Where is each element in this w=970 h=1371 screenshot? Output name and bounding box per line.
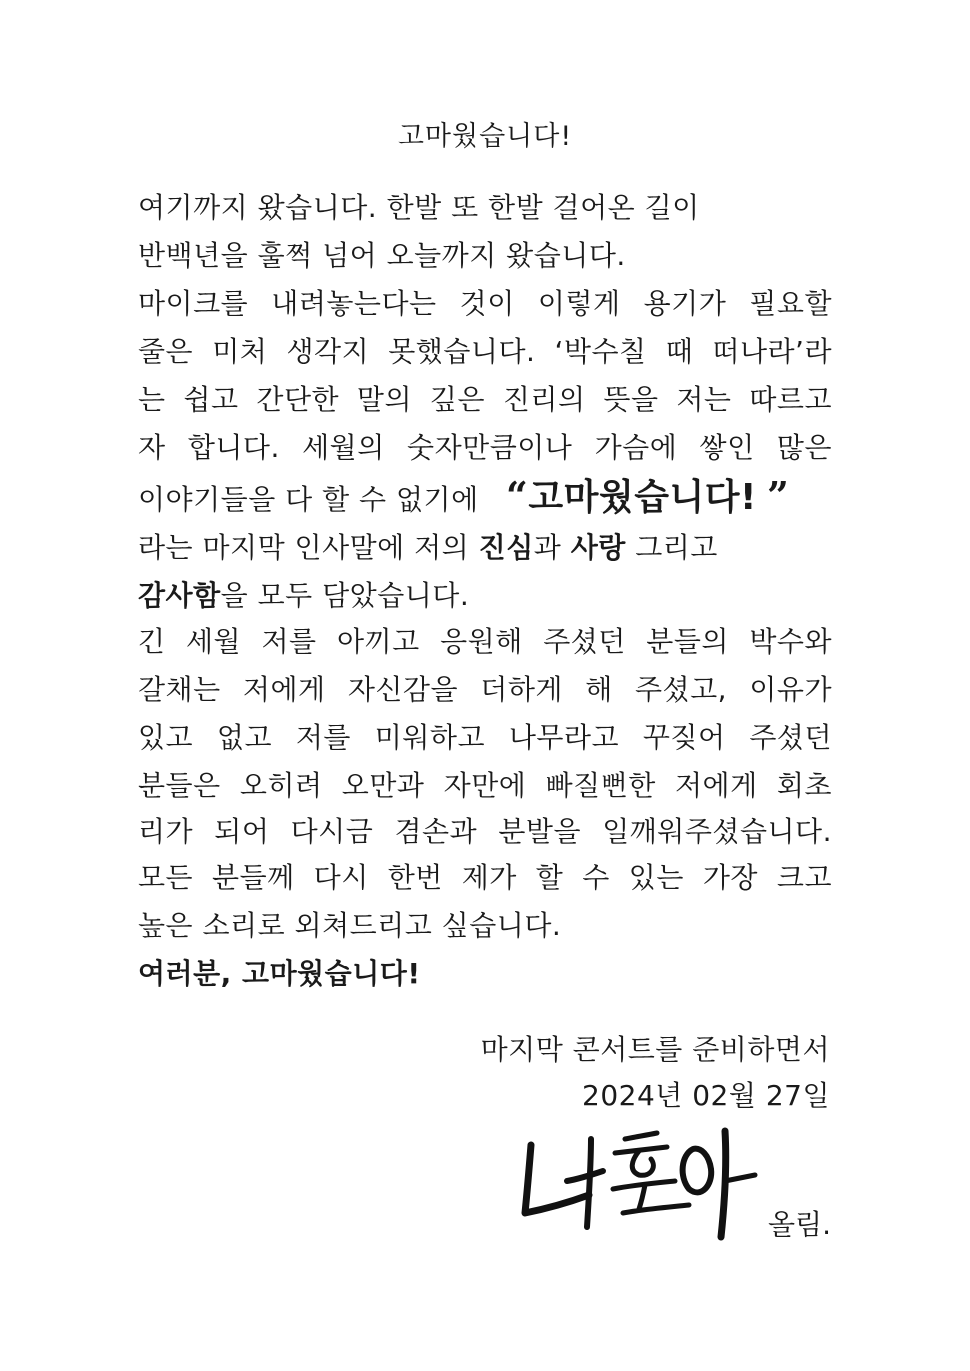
sign-off: 올림. bbox=[768, 1208, 831, 1241]
body-line-13: 분들은 오히려 오만과 자만에 빠질뻔한 저에게 회초 bbox=[138, 769, 832, 802]
quote-open-mark: “ bbox=[506, 473, 529, 518]
quote-close-mark: ” bbox=[766, 473, 790, 518]
body-line-9: 감사함을 모두 담았습니다. bbox=[138, 579, 470, 612]
body-line-1: 여기까지 왔습니다. 한발 또 한발 걸어온 길이 bbox=[138, 191, 700, 224]
emphasis-gratitude: 감사함 bbox=[138, 579, 221, 612]
closing-occasion: 마지막 콘서트를 준비하면서 bbox=[480, 1033, 830, 1066]
body-line-6: 자 합니다. 세월의 숫자만큼이나 가슴에 쌓인 많은 bbox=[138, 431, 832, 464]
body-line-4: 줄은 미처 생각지 못했습니다. ‘박수칠 때 떠나라’라 bbox=[138, 335, 832, 368]
emphasis-sincerity: 진심 bbox=[478, 531, 534, 564]
body-line-3: 마이크를 내려놓는다는 것이 이렇게 용기가 필요할 bbox=[138, 287, 832, 320]
closing-date: 2024년 02월 27일 bbox=[582, 1079, 830, 1112]
body-line-2: 반백년을 훌쩍 넘어 오늘까지 왔습니다. bbox=[138, 239, 626, 272]
body-line-14: 리가 되어 다시금 겸손과 분발을 일깨워주셨습니다. bbox=[138, 815, 832, 848]
body-line-15: 모든 분들께 다시 한번 제가 할 수 있는 가장 크고 bbox=[138, 861, 832, 894]
body-line-8: 라는 마지막 인사말에 저의 진심과 사랑 그리고 bbox=[138, 531, 718, 564]
letter-title: 고마웠습니다! bbox=[397, 121, 573, 152]
body-line-11: 갈채는 저에게 자신감을 더하게 해 주셨고, 이유가 bbox=[138, 673, 832, 706]
body-line-7 bbox=[138, 473, 832, 520]
body-line-12: 있고 없고 저를 미워하고 나무라고 꾸짖어 주셨던 bbox=[138, 721, 832, 754]
body-line-16: 높은 소리로 외쳐드리고 싶습니다. bbox=[138, 909, 562, 942]
body-line-17: 여러분, 고마웠습니다! bbox=[138, 957, 421, 990]
body-line-5: 는 쉽고 간단한 말의 깊은 진리의 뜻을 저는 따르고 bbox=[138, 383, 832, 416]
handwritten-signature bbox=[505, 1115, 765, 1245]
body-line-10: 긴 세월 저를 아끼고 응원해 주셨던 분들의 박수와 bbox=[138, 625, 832, 658]
emphasis-love: 사랑 bbox=[570, 531, 626, 564]
quoted-thanks: 고마웠습니다! bbox=[528, 477, 757, 518]
body-line-7-text: 이야기들을 다 할 수 없기에 bbox=[138, 483, 479, 516]
